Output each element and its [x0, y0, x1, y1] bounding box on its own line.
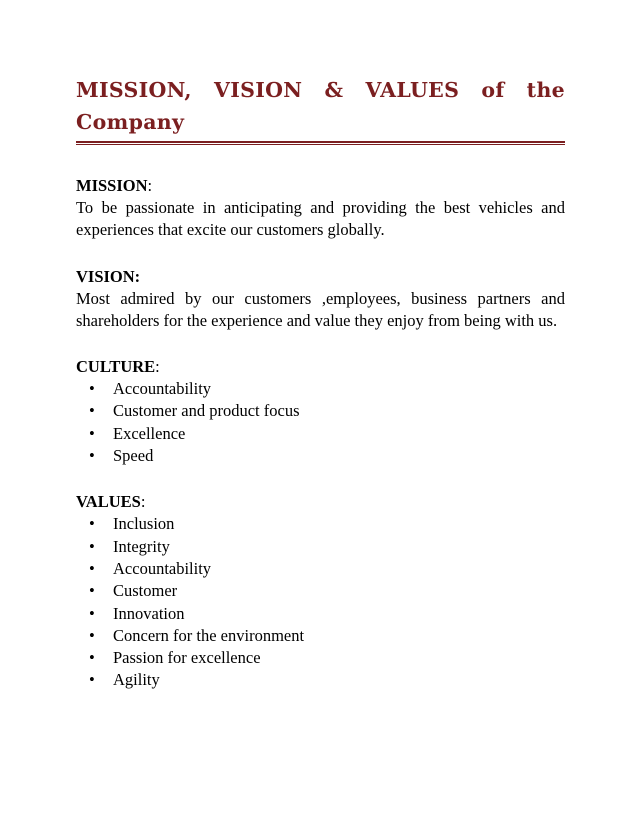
bullet-icon: •	[89, 536, 95, 556]
vision-statement: Most admired by our customers ,employees, business partners and shareholders for the experience and value they enjoy from being with us.	[76, 288, 565, 330]
mission-statement: To be passionate in anticipating and providing the best vehicles and experiences that excite our customers globally.	[76, 198, 565, 240]
list-item-text: Concern for the environment	[113, 625, 305, 645]
culture-list	[76, 378, 565, 467]
list-item	[89, 378, 565, 400]
list-item	[89, 558, 565, 580]
bullet-icon: •	[89, 401, 95, 421]
culture-heading-colon: :	[155, 357, 160, 377]
list-item	[89, 647, 565, 669]
culture-section	[76, 356, 565, 467]
vision-section	[76, 266, 565, 333]
list-item-text: Inclusion	[113, 514, 175, 534]
list-item-text: Speed	[113, 446, 154, 466]
bullet-icon: •	[89, 625, 95, 645]
bullet-icon: •	[89, 558, 95, 578]
list-item	[89, 625, 565, 647]
bullet-icon: •	[89, 603, 95, 623]
culture-heading	[76, 356, 565, 378]
list-item-text: Accountability	[113, 379, 212, 399]
bullet-icon: •	[89, 670, 95, 690]
list-item	[89, 513, 565, 535]
list-item	[89, 603, 565, 625]
list-item	[89, 580, 565, 602]
values-heading	[76, 491, 565, 513]
bullet-icon: •	[89, 379, 95, 399]
list-item-text: Innovation	[113, 603, 185, 623]
document-title: MISSION, VISION & VALUES of the Company	[76, 78, 565, 134]
values-heading-colon: :	[140, 492, 146, 512]
list-item-text: Customer	[113, 581, 178, 601]
mission-heading-text: MISSION	[76, 176, 148, 195]
list-item-text: Excellence	[113, 423, 186, 443]
vision-heading: VISION:	[76, 266, 141, 286]
title-underline-rule	[76, 141, 565, 145]
bullet-icon: •	[89, 514, 95, 534]
list-item	[89, 445, 565, 467]
list-item-text: Integrity	[113, 536, 170, 556]
list-item-text: Passion for excellence	[113, 648, 261, 668]
bullet-icon: •	[89, 581, 95, 601]
list-item-text: Agility	[113, 670, 160, 690]
document-page	[76, 74, 565, 692]
list-item-text: Accountability	[113, 558, 212, 578]
mission-heading-colon: :	[147, 176, 153, 195]
bullet-icon: •	[89, 446, 95, 466]
list-item	[89, 400, 565, 422]
list-item-text: Customer and product focus	[113, 401, 300, 421]
culture-heading-text: CULTURE	[76, 357, 156, 377]
list-item	[89, 423, 565, 445]
values-list	[76, 513, 565, 691]
list-item	[89, 669, 565, 691]
bullet-icon: •	[89, 648, 95, 668]
values-heading-text: VALUES	[76, 492, 141, 512]
mission-heading	[76, 175, 565, 197]
values-section	[76, 491, 565, 691]
mission-section	[76, 175, 565, 242]
bullet-icon: •	[89, 423, 95, 443]
list-item	[89, 536, 565, 558]
